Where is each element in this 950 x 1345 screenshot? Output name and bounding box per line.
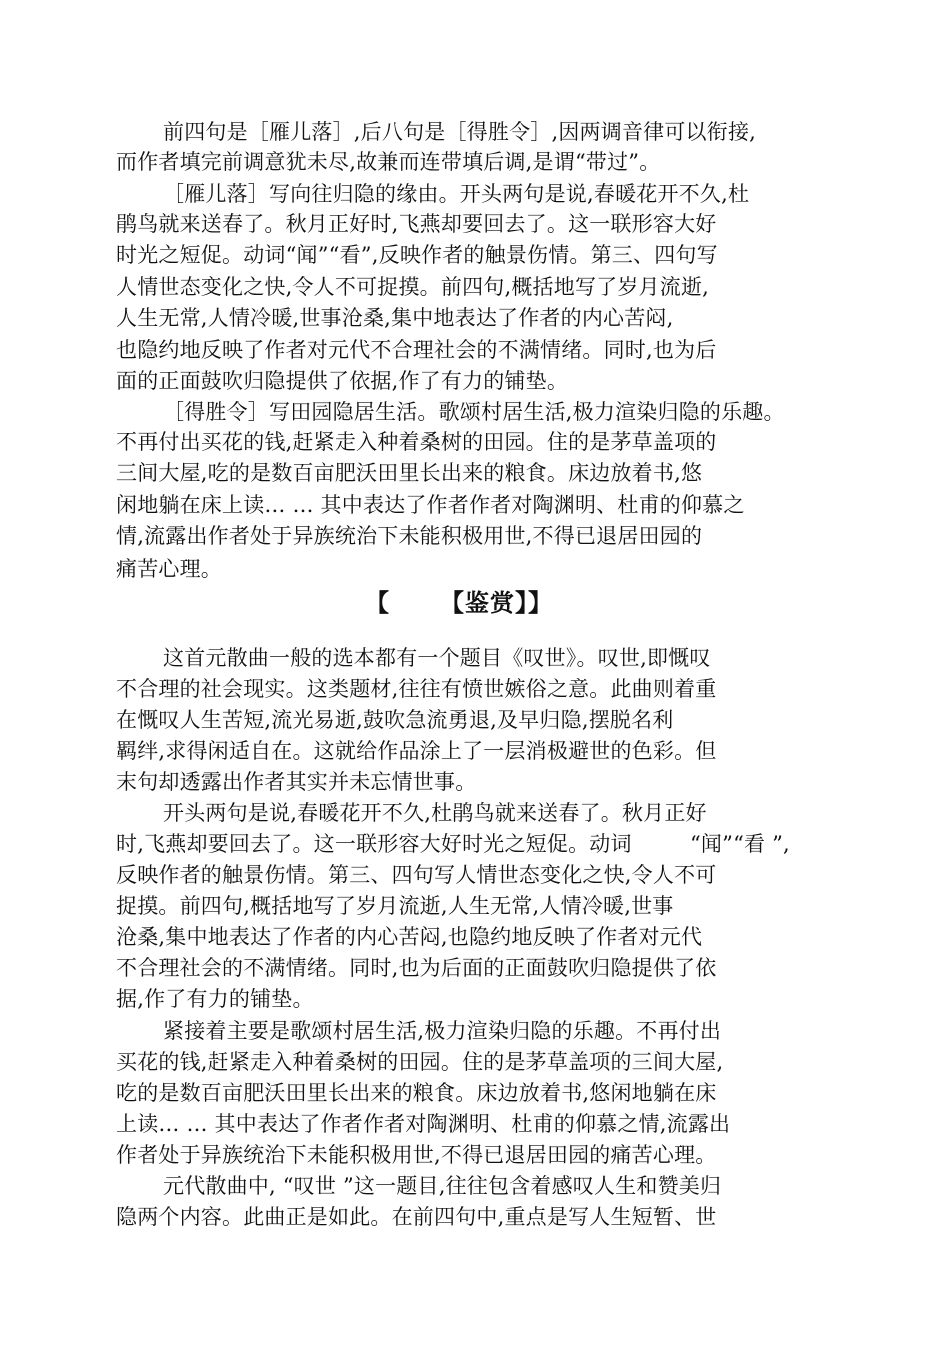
- paragraph-line: 捉摸。前四句,概括地写了岁月流逝,人生无常,人情冷暖,世事: [116, 894, 674, 918]
- paragraph-line: 作者处于异族统治下未能积极用世,不得已退居田园的痛苦心理。: [116, 1143, 717, 1167]
- paragraph-line: 鹃鸟就来送春了。秋月正好时,飞燕却要回去了。这一联形容大好: [116, 212, 717, 236]
- paragraph-line: 时光之短促。动词“闻”“看”,反映作者的触景伤情。第三、四句写: [116, 243, 718, 267]
- paragraph-line: 吃的是数百亩肥沃田里长出来的粮食。床边放着书,悠闲地躺在床: [116, 1081, 717, 1105]
- heading-left-bracket: 【: [365, 588, 390, 617]
- paragraph-line-fragment: “闻”“看 ”,: [690, 832, 790, 856]
- paragraph-line: 元代散曲中, “叹世 ”这一题目,往往包含着感叹人生和赞美归: [163, 1174, 722, 1198]
- paragraph-line: 时,飞燕却要回去了。这一联形容大好时光之短促。动词: [116, 832, 632, 856]
- paragraph-line: 人情世态变化之快,令人不可捉摸。前四句,概括地写了岁月流逝,: [116, 275, 710, 299]
- paragraph-line: ［雁儿落］写向往归隐的缘由。开头两句是说,春暖花开不久,杜: [163, 182, 750, 206]
- paragraph-line: 据,作了有力的铺垫。: [116, 987, 314, 1011]
- paragraph-line: 反映作者的触景伤情。第三、四句写人情世态变化之快,令人不可: [116, 863, 717, 887]
- paragraph-line: 不再付出买花的钱,赶紧走入种着桑树的田园。住的是茅草盖项的: [116, 430, 717, 454]
- paragraph-line: 紧接着主要是歌颂村居生活,极力渲染归隐的乐趣。不再付出: [163, 1019, 722, 1043]
- paragraph-line: 痛苦心理。: [116, 557, 222, 581]
- paragraph-line: ［得胜令］写田园隐居生活。歌颂村居生活,极力渲染归隐的乐趣。: [163, 400, 785, 424]
- paragraph-line: 买花的钱,赶紧走入种着桑树的田园。住的是茅草盖项的三间大屋,: [116, 1050, 724, 1074]
- paragraph-line: 情,流露出作者处于异族统治下未能积极用世,不得已退居田园的: [116, 524, 703, 548]
- paragraph-line: 沧桑,集中地表达了作者的内心苦闷,也隐约地反映了作者对元代: [116, 925, 703, 949]
- paragraph-line: 隐两个内容。此曲正是如此。在前四句中,重点是写人生短暂、世: [116, 1205, 717, 1229]
- section-heading: 【鉴赏】】: [440, 588, 553, 617]
- paragraph-line: 上读… … 其中表达了作者作者对陶渊明、杜甫的仰慕之情,流露出: [116, 1112, 731, 1136]
- paragraph-line: 也隐约地反映了作者对元代不合理社会的不满情绪。同时,也为后: [116, 338, 717, 362]
- paragraph-line: 闲地躺在床上读… … 其中表达了作者作者对陶渊明、杜甫的仰慕之: [116, 493, 745, 517]
- paragraph-line: 这首元散曲一般的选本都有一个题目《叹世》。叹世,即慨叹: [163, 646, 711, 670]
- paragraph-line: 人生无常,人情冷暖,世事沧桑,集中地表达了作者的内心苦闷,: [116, 306, 674, 330]
- paragraph-line: 前四句是［雁儿落］,后八句是［得胜令］,因两调音律可以衔接,: [163, 120, 757, 144]
- paragraph-line: 不合理社会的不满情绪。同时,也为后面的正面鼓吹归隐提供了依: [116, 956, 717, 980]
- paragraph-line: 羁绊,求得闲适自在。这就给作品涂上了一层消极避世的色彩。但: [116, 739, 717, 763]
- paragraph-line: 三间大屋,吃的是数百亩肥沃田里长出来的粮食。床边放着书,悠: [116, 461, 703, 485]
- paragraph-line: 开头两句是说,春暖花开不久,杜鹃鸟就来送春了。秋月正好: [163, 801, 707, 825]
- paragraph-line: 而作者填完前调意犹未尽,故兼而连带填后调,是谓“带过”。: [116, 150, 661, 174]
- paragraph-line: 在慨叹人生苦短,流光易逝,鼓吹急流勇退,及早归隐,摆脱名利: [116, 708, 674, 732]
- paragraph-line: 面的正面鼓吹归隐提供了依据,作了有力的铺垫。: [116, 369, 569, 393]
- paragraph-line: 不合理的社会现实。这类题材,往往有愤世嫉俗之意。此曲则着重: [116, 677, 717, 701]
- paragraph-line: 末句却透露出作者其实并未忘情世事。: [116, 770, 477, 794]
